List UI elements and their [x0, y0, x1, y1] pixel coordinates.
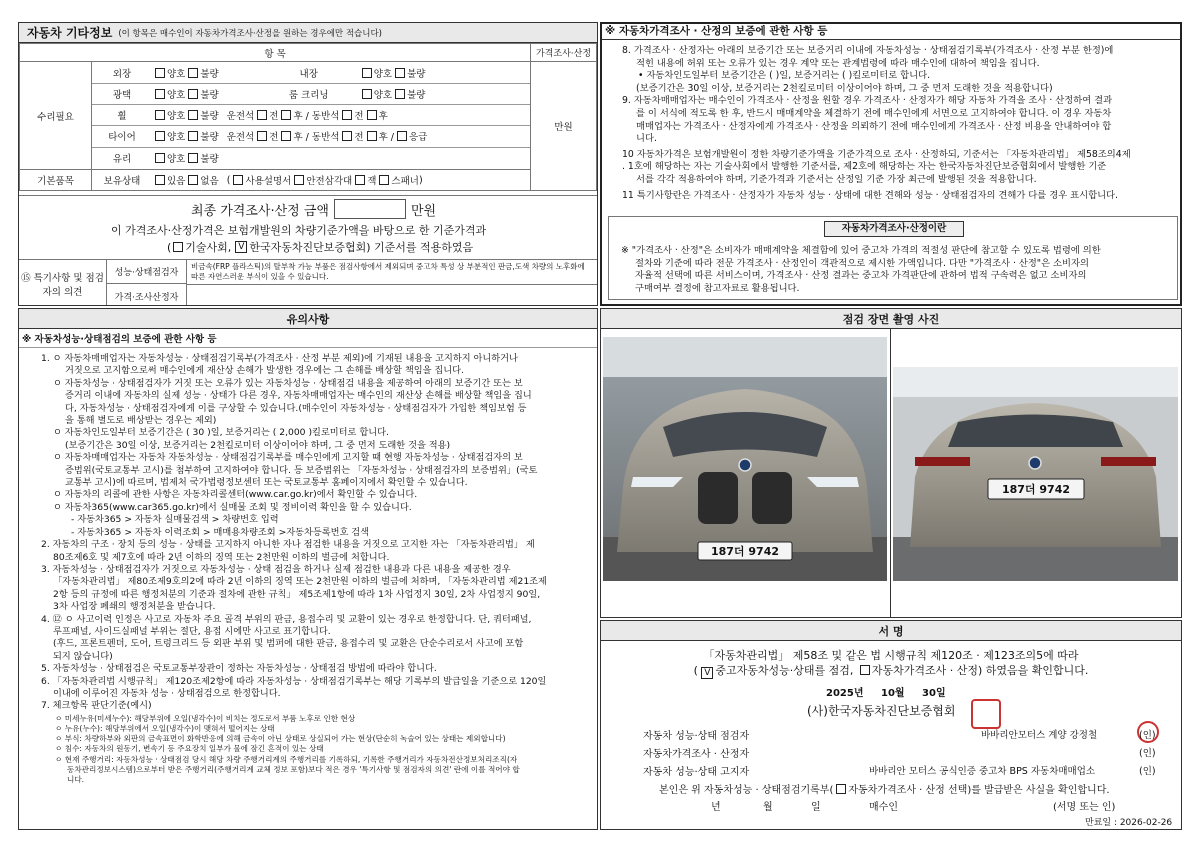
criteria-line: ㅇ 미세누유(미세누수): 해당부위에 오일(냉각수)이 비치는 정도로서 부품 노후로 인한 현상: [55, 713, 356, 723]
buyer-label: 매수인: [869, 802, 898, 813]
note-line: 루프패널, 사이드실패널 부위는 절단, 용접 시에만 사고로 표기합니다.: [53, 625, 331, 637]
opt-good: 양호: [167, 110, 186, 122]
definition-line: 절차와 기준에 따라 전문 가격조사 · 산정인이 객관적으로 제시한 가액입니다. 다만 "가격조사 · 산정"은 소비자의: [635, 257, 1089, 269]
opt-good: 양호: [167, 154, 186, 165]
note-line: 이내에 이루어진 자동차 성능 · 상태점검으로 한정합니다.: [53, 687, 281, 699]
opt-front: 전: [354, 132, 364, 143]
note-line: 5. 자동차성능 · 상태점검은 국토교통부장관이 정하는 자동차성능 · 상태점검 방법에 따라야 합니다.: [41, 663, 437, 675]
final-price-input[interactable]: [334, 199, 406, 219]
possession-yes-checkbox[interactable]: [155, 175, 165, 185]
definition-line: 자율적 선택에 따른 서비스이며, 가격조사 · 산정 결과는 중고차 가격판단에 관하여 법적 구속력은 없고 소비자의: [635, 270, 1087, 282]
note-line: ㅇ 자동차인도일부터 보증기간은 ( 30 )일, 보증거리는 ( 2,000 )킬로미터로 합니다.: [53, 427, 389, 439]
buyer-confirm-b: 자동차가격조사 · 산정 선택)를 발급받은 사실을 확인합니다.: [848, 785, 1110, 796]
repair-needed-label: 수리필요: [20, 62, 92, 170]
special-perf-text: 비금속(FRP 플라스틱)의 탈부착 가능 부품은 점검사항에서 제외되며 중고차 특성 상 부분적인 판금,도색 차량의 노후화에 따른 자연스러운 부식이 있을 수 있습니다.: [191, 262, 585, 281]
note-line: 6. 「자동차관리법 시행규칙」 제120조제2항에 따라 자동차성능 · 상태점검기록부는 해당 기록부의 발급일을 기준으로 120일: [41, 675, 547, 687]
notes-title: ※ 자동차성능·상태점검의 보증에 관한 사항 등: [19, 329, 597, 348]
special-perf-label: 성능·상태점검자: [107, 260, 187, 284]
tire-driver-front-checkbox[interactable]: [257, 131, 267, 141]
row-glass: [92, 148, 530, 169]
price-guarantee-items: [622, 45, 1180, 202]
opt-good: 양호: [167, 132, 186, 143]
note-line: 3. 자동차성능 · 상태점검자가 거짓으로 자동차성능 · 상태 점검을 하거나 실제 점검한 내용과 다른 내용을 제공한 경우: [41, 563, 511, 575]
special-price-label: 가격·조사산정자: [107, 284, 187, 306]
row-exterior: [92, 63, 530, 84]
basis-tech-checkbox[interactable]: [173, 242, 183, 252]
opt-yes: 있음: [167, 176, 186, 187]
note-line: 「자동차관리법」 제80조제9호의2에 따라 2년 이하의 징역 또는 2천만원 이하의 벌금에 처하며, 「자동차관리법 제21조제: [53, 576, 547, 588]
front-inspection-photo: [603, 337, 887, 581]
org-name: (사)한국자동차진단보증협회: [807, 704, 956, 718]
note-line: 되지 않습니다): [53, 650, 113, 662]
wheel-bad-checkbox[interactable]: [188, 110, 198, 120]
special-divider: [187, 284, 597, 285]
opt-rear-passenger: 후 / 동반석: [293, 132, 340, 143]
notes-header: 유의사항: [19, 309, 597, 329]
sign-date: [826, 684, 946, 699]
opt-front: 전: [269, 110, 279, 122]
confirm-paren: (: [693, 664, 698, 677]
glass-bad-checkbox[interactable]: [188, 153, 198, 163]
item11-line: 11 특기사항란은 가격조사 · 산정자가 자동차 성능 · 상태에 대한 견해와 성능 · 상태점검자의 견해가 다를 경우 표시합니다.: [622, 189, 1118, 201]
law-statement: 「자동차관리법」 제58조 및 같은 법 시행규칙 제120조 · 제123조의5에 따라: [703, 649, 1079, 662]
confirm-statement: [601, 662, 1181, 679]
notifier-name: 바바리안 모터스 공식인증 중고차 BPS 자동차매매업소: [869, 766, 1096, 777]
interior-label: 내장: [299, 68, 318, 80]
row-tire: [92, 126, 530, 148]
note-line: 교통부 고시)에 따르며, 법제처 국가법령정보센터 또는 국토교통부 홈페이지에서 확인할 수 있습니다.: [65, 477, 468, 489]
signature-panel: [600, 620, 1182, 830]
opt-bad: 불량: [200, 89, 219, 101]
basis-text: 이 가격조사·산정가격은 보험개발원의 차량기준가액을 바탕으로 한 기준가격과: [111, 224, 487, 237]
criteria-line: 동차관리정보시스템)으로부터 받은 주행거리(주행거리계 교체 정보 포함)보다 적은 경우 '특기사항 및 점검자의 의견' 란에 이를 적어야 합: [67, 764, 520, 774]
price-assessor-seal: (인): [1139, 748, 1156, 759]
possession-no-checkbox[interactable]: [188, 175, 198, 185]
buyer-date-day: 일: [811, 802, 821, 813]
definition-line: 구매여부 결정에 참고자료로 활용됩니다.: [635, 282, 800, 294]
opt-spanner: 스패너: [391, 176, 419, 187]
possession-label: 보유상태: [103, 176, 141, 187]
opt-good: 양호: [167, 68, 186, 80]
basis-paren: (: [167, 240, 172, 254]
basis-tech-label: 기술사회,: [185, 241, 232, 254]
opt-front: 전: [354, 110, 364, 122]
price-definition-title: 자동차가격조사·산정이란: [824, 221, 964, 237]
room-cleaning-label: 룸 크리닝: [288, 89, 329, 101]
criteria-line: ㅇ 현재 주행거리: 자동차성능 · 상태점검 당시 해당 차량 주행거리계의 주행거리를 기록하되, 기록한 주행거리가 자동차전산정보처리조직(자: [55, 754, 518, 764]
paren-close: ): [418, 174, 423, 186]
opt-no: 없음: [200, 176, 219, 187]
note-line: - 자동차365 > 자동차 실매물검색 > 차량번호 입력: [71, 514, 279, 526]
criteria-line: 니다.: [67, 775, 85, 784]
glass-label: 유리: [112, 154, 132, 165]
notifier-label: 자동차 성능·상태 고지자: [643, 767, 750, 778]
criteria-list: [41, 714, 593, 785]
tire-passenger-front-checkbox[interactable]: [342, 131, 352, 141]
glass-good-checkbox[interactable]: [155, 153, 165, 163]
note-line: (후드, 프론트펜더, 도어, 트렁크리드 등 외판 부위 및 범퍼에 대한 판금, 용접수리 및 교환은 단순수리로서 사고에 포함: [53, 638, 524, 650]
wheel-driver-rear-checkbox[interactable]: [281, 110, 291, 120]
inspector-name: 바바리안모터스 계양 강정철: [981, 730, 1098, 741]
opt-rear: 후 /: [378, 132, 394, 143]
opt-good: 양호: [167, 89, 186, 101]
wheel-good-checkbox[interactable]: [155, 110, 165, 120]
note-line: 2. 자동차의 구조 · 장치 등의 성능 · 상태를 고지하지 아니한 자나 점검한 내용을 거짓으로 고지한 자는 「자동차관리법」 제: [41, 539, 535, 551]
price-guarantee-title: ※ 자동차가격조사 · 산정의 보증에 관한 사항 등: [602, 24, 1180, 40]
expiry-date: 만료일 : 2026-02-26: [1085, 818, 1173, 828]
note-line: ㅇ 자동차매매업자는 자동차 자동차성능 · 상태점검기록부를 매수인에게 고지할 때 현행 자동차성능 · 상태점검자의 보: [53, 452, 523, 464]
final-price-unit: 만원: [411, 204, 437, 219]
exterior-bad-checkbox[interactable]: [188, 68, 198, 78]
opt-bad: 불량: [407, 68, 426, 80]
item9-line: 니다.: [636, 133, 657, 145]
opt-bad: 불량: [200, 68, 219, 80]
basic-items-label: 기본품목: [20, 170, 92, 191]
interior-bad-checkbox[interactable]: [395, 68, 405, 78]
driver-seat-label: 운전석: [226, 132, 255, 143]
jack-checkbox[interactable]: [355, 175, 365, 185]
note-line: 증거리 이내에 자동차의 실제 성능 · 상태가 다른 경우, 자동차매매업자는 매수인의 재산상 손해를 배상할 책임을 집니: [65, 390, 532, 402]
note-line: ㅇ 자동차의 리콜에 관한 사항은 자동차리콜센터(www.car.go.kr)에서 확인할 수 있습니다.: [53, 489, 418, 501]
org-seal-icon: [971, 699, 1001, 729]
note-line: 1. ㅇ 자동차매매업자는 자동차성능 · 상태점검기록부(가격조사 · 산정 부분 제외)에 기재된 내용을 고지하지 아니하거나: [41, 353, 518, 364]
gloss-good-checkbox[interactable]: [155, 89, 165, 99]
note-line: 4. ⑫ ㅇ 사고이력 인정은 사고로 자동차 주요 골격 부위의 판금, 용접수리 및 교환이 있는 경우로 한정합니다. 단, 쿼터패널,: [41, 613, 532, 625]
opt-jack: 잭: [367, 176, 377, 187]
item8-line: 적힌 내용에 허위 또는 오류가 있는 경우 계약 또는 관계법령에 따라 매수인에 대하여 책임을 집니다.: [636, 57, 1040, 69]
other-info-table: [19, 43, 597, 191]
room-good-checkbox[interactable]: [362, 89, 372, 99]
exterior-good-checkbox[interactable]: [155, 68, 165, 78]
price-check-label: 자동차가격조사 · 산정) 하였음을 확인합니다.: [871, 664, 1089, 677]
item9-line: 9. 자동차매매업자는 매수인이 가격조사 · 산정을 원할 경우 가격조사 · 산정자가 해당 자동차 가격을 조사 · 산정하여 결과: [622, 95, 1113, 107]
driver-seat-label: 운전석: [226, 110, 255, 122]
photos-header: 점검 장면 촬영 사진: [601, 309, 1181, 329]
special-notes-block: [19, 259, 597, 306]
special-notes-label: ⑮ 특기사항 및 점검자의 의견: [19, 260, 107, 306]
buyer-date-year: 년: [711, 802, 721, 813]
item9-line: 매매업자는 가격조사 · 산정자에게 가격조사 · 산정을 의뢰하기 전에 매수인에게 가격조사 · 산정 비용을 안내하여야 합: [636, 120, 1112, 132]
wheel-label: 휠: [117, 110, 127, 122]
tire-bad-checkbox[interactable]: [188, 131, 198, 141]
exterior-label: 외장: [112, 68, 132, 80]
criteria-line: ㅇ 부식: 차량하부와 외판의 금속표면이 화학반응에 의해 금속이 아닌 상태로 상실되어 가는 현상(단순히 녹슬어 있는 상태는 제외합니다): [55, 734, 506, 744]
note-line: 80조제6호 및 제7호에 따라 2년 이하의 징역 또는 2천만원 이하의 벌금에 처합니다.: [53, 551, 390, 563]
price-definition-box: [608, 216, 1178, 300]
row-possession: [92, 170, 530, 190]
basis-options: [167, 239, 473, 255]
notifier-seal: (인): [1139, 766, 1156, 777]
other-info-subtitle: (이 항목은 매수인이 자동차가격조사·산정을 원하는 경우에만 적습니다): [118, 28, 382, 39]
note-line: 다, 자동차성능 · 상태점검자에게 이를 구상할 수 있습니다.(매수인이 자동차성능 · 상태점검자가 가입한 책임보험 등: [65, 402, 527, 414]
buyer-sign-field[interactable]: (서명 또는 인): [1053, 802, 1116, 813]
note-line: (보증기간은 30일 이상, 보증거리는 2천킬로미터 이상이어야 하며, 그 중 먼저 도래한 것을 적용): [65, 439, 451, 451]
opt-rear: 후: [378, 110, 388, 122]
signature-header: 서 명: [601, 621, 1181, 641]
inspector-label: 자동차 성능·상태 점검자: [643, 731, 750, 742]
note-line: 거짓으로 고지함으로써 매수인에게 재산상 손해가 발생한 경우에는 그 손해를 배상할 책임을 집니다.: [65, 365, 464, 377]
rear-plate: 187더 9742: [1001, 483, 1071, 496]
final-price-block: [19, 195, 597, 259]
price-guarantee-panel: [600, 22, 1182, 306]
note-line: 2항 등의 규정에 따른 행정처분의 기준과 절차에 관한 규칙」 제5조제1항에 따라 1차 사업정지 30일, 2차 사업정지 90일,: [53, 588, 541, 600]
wheel-driver-front-checkbox[interactable]: [257, 110, 267, 120]
opt-rear-passenger: 후 / 동반석: [293, 110, 340, 122]
notes-body: [41, 353, 593, 785]
criteria-line: ㅇ 침수: 자동차의 원동기, 변속기 등 주요장치 일부가 물에 잠긴 흔적이 있는 상태: [55, 744, 324, 754]
vehicle-other-info-panel: [18, 22, 598, 306]
buyer-confirm: [659, 781, 1110, 796]
item10-line: 서를 각각 적용하여야 하며, 기준가격과 기준서는 산정일 기준 가장 최근에 발행된 것을 적용합니다.: [636, 173, 1037, 185]
opt-bad: 불량: [200, 110, 219, 122]
room-bad-checkbox[interactable]: [395, 89, 405, 99]
perf-check-label: 중고자동차성능·상태를 점검,: [715, 664, 854, 677]
opt-bad: 불량: [200, 132, 219, 143]
item10-line: . 1호에 해당하는 자는 기술사회에서 발행한 기준서를, 제2호에 해당하는 자는 한국자동차진단보증협회에서 발행한 기준: [622, 161, 1107, 173]
spanner-checkbox[interactable]: [379, 175, 389, 185]
definition-line: ※ "가격조사 · 산정"은 소비자가 매매계약을 체결함에 있어 중고차 가격의 적절성 판단에 참고할 수 있도록 법령에 의한: [621, 245, 1101, 256]
note-line: ㅇ 자동차365(www.car365.go.kr)에서 실매물 조회 및 정비이력 확인을 할 수 있습니다.: [53, 501, 412, 513]
gloss-bad-checkbox[interactable]: [188, 89, 198, 99]
item9-line: 를 이 서식에 적도록 한 후, 반드시 매매계약을 체결하기 전에 매수인에게 서면으로 고지하여야 합니다. 이 경우 자동차: [636, 107, 1112, 119]
opt-emergency: 응급: [408, 132, 428, 143]
item10-line: 10 자동차가격은 보험개발원이 정한 차량기준가액을 기준가격으로 조사 · 산정하되, 기준서는 「자동차관리법」 제58조의4제: [622, 148, 1131, 160]
notes-panel: [18, 308, 598, 830]
tire-good-checkbox[interactable]: [155, 131, 165, 141]
final-price-label: 최종 가격조사·산정 금액: [191, 204, 329, 219]
other-info-header: [19, 23, 597, 43]
note-line: 7. 체크항목 판단기준(예시): [41, 700, 152, 712]
item8-line: (보증기간은 30일 이상, 보증거리는 2천킬로미터 이상이어야 하며, 그 중 먼저 도래한 것을 적용합니다): [636, 82, 1053, 94]
price-check-checkbox[interactable]: [860, 665, 870, 675]
note-line: ㅇ 자동차성능 · 상태점검자가 거짓 또는 오류가 있는 자동차성능 · 상태점검 내용을 제공하여 아래의 보증기간 또는 보: [53, 377, 523, 389]
manual-checkbox[interactable]: [233, 175, 243, 185]
criteria-line: ㅇ 누유(누수): 해당부위에서 오일(냉각수)이 맺혀서 떨어지는 상태: [55, 723, 275, 733]
col-price: 가격조사·산정: [531, 44, 597, 62]
sign-day: 30일: [922, 688, 946, 699]
item8-line: • 자동차인도일부터 보증기간은 ( )일, 보증거리는 ( )킬로미터로 합니다.: [638, 70, 931, 82]
basis-kaida-label: 한국자동차진단보증협회) 기준서를 적용하였음: [249, 241, 474, 254]
other-info-title: 자동차 기타정보: [27, 26, 113, 40]
price-definition-text: [621, 245, 1176, 295]
opt-good: 양호: [373, 68, 393, 80]
tire-emergency-checkbox[interactable]: [397, 131, 407, 141]
note-line: 증범위(국토교통부 고시)를 첨부하여 고지하여야 합니다. 등 보증범위는 「자동차성능 · 상태점검자의 보증범위」(국토: [65, 464, 538, 476]
tire-label: 타이어: [108, 132, 136, 143]
item8-line: 8. 가격조사 · 산정자는 아래의 보증기간 또는 보증거리 이내에 자동차성능 · 상태점검기록부(가격조사 · 산정 부분 한정)에: [622, 45, 1114, 56]
sign-year: 2025년: [826, 688, 864, 699]
interior-good-checkbox[interactable]: [362, 68, 372, 78]
sign-month: 10월: [880, 688, 905, 699]
opt-bad: 불량: [200, 154, 219, 165]
rear-car-image: [893, 367, 1178, 581]
buyer-date-month: 월: [763, 802, 773, 813]
note-line: 3차 사업장 폐쇄의 행정처분을 받습니다.: [53, 601, 216, 613]
col-item: 항 목: [20, 44, 531, 62]
note-line: - 자동차365 > 자동차 이력조회 > 매매용차량조회 >자동차등록번호 검색: [71, 526, 370, 538]
price-unit: 만원: [531, 62, 597, 191]
photos-panel: [600, 308, 1182, 618]
price-assessor-label: 자동차가격조사 · 산정자: [643, 749, 750, 760]
front-plate: 187더 9742: [710, 545, 780, 558]
buyer-price-checkbox[interactable]: [836, 784, 846, 794]
opt-manual: 사용설명서: [245, 176, 292, 187]
tire-passenger-rear-checkbox[interactable]: [367, 131, 377, 141]
row-gloss: [92, 84, 530, 105]
tire-driver-rear-checkbox[interactable]: [281, 131, 291, 141]
opt-front: 전: [269, 132, 279, 143]
opt-good: 양호: [373, 89, 393, 101]
triangle-checkbox[interactable]: [294, 175, 304, 185]
perf-check-checkbox[interactable]: V: [701, 667, 713, 679]
buyer-confirm-a: 본인은 위 자동차성능 · 상태점검기록부(: [659, 785, 834, 796]
wheel-passenger-front-checkbox[interactable]: [342, 110, 352, 120]
rear-inspection-photo: [893, 367, 1178, 581]
opt-triangle: 안전삼각대: [306, 176, 353, 187]
basis-kaida-checkbox[interactable]: V: [235, 241, 247, 253]
gloss-label: 광택: [112, 89, 132, 101]
paren-open: (: [226, 174, 231, 186]
inspector-seal: (인): [1139, 730, 1156, 741]
opt-bad: 불량: [407, 89, 426, 101]
row-wheel: [92, 105, 530, 126]
wheel-passenger-rear-checkbox[interactable]: [367, 110, 377, 120]
note-line: 을 통해 별도로 배상받는 경우는 제외): [65, 415, 217, 427]
